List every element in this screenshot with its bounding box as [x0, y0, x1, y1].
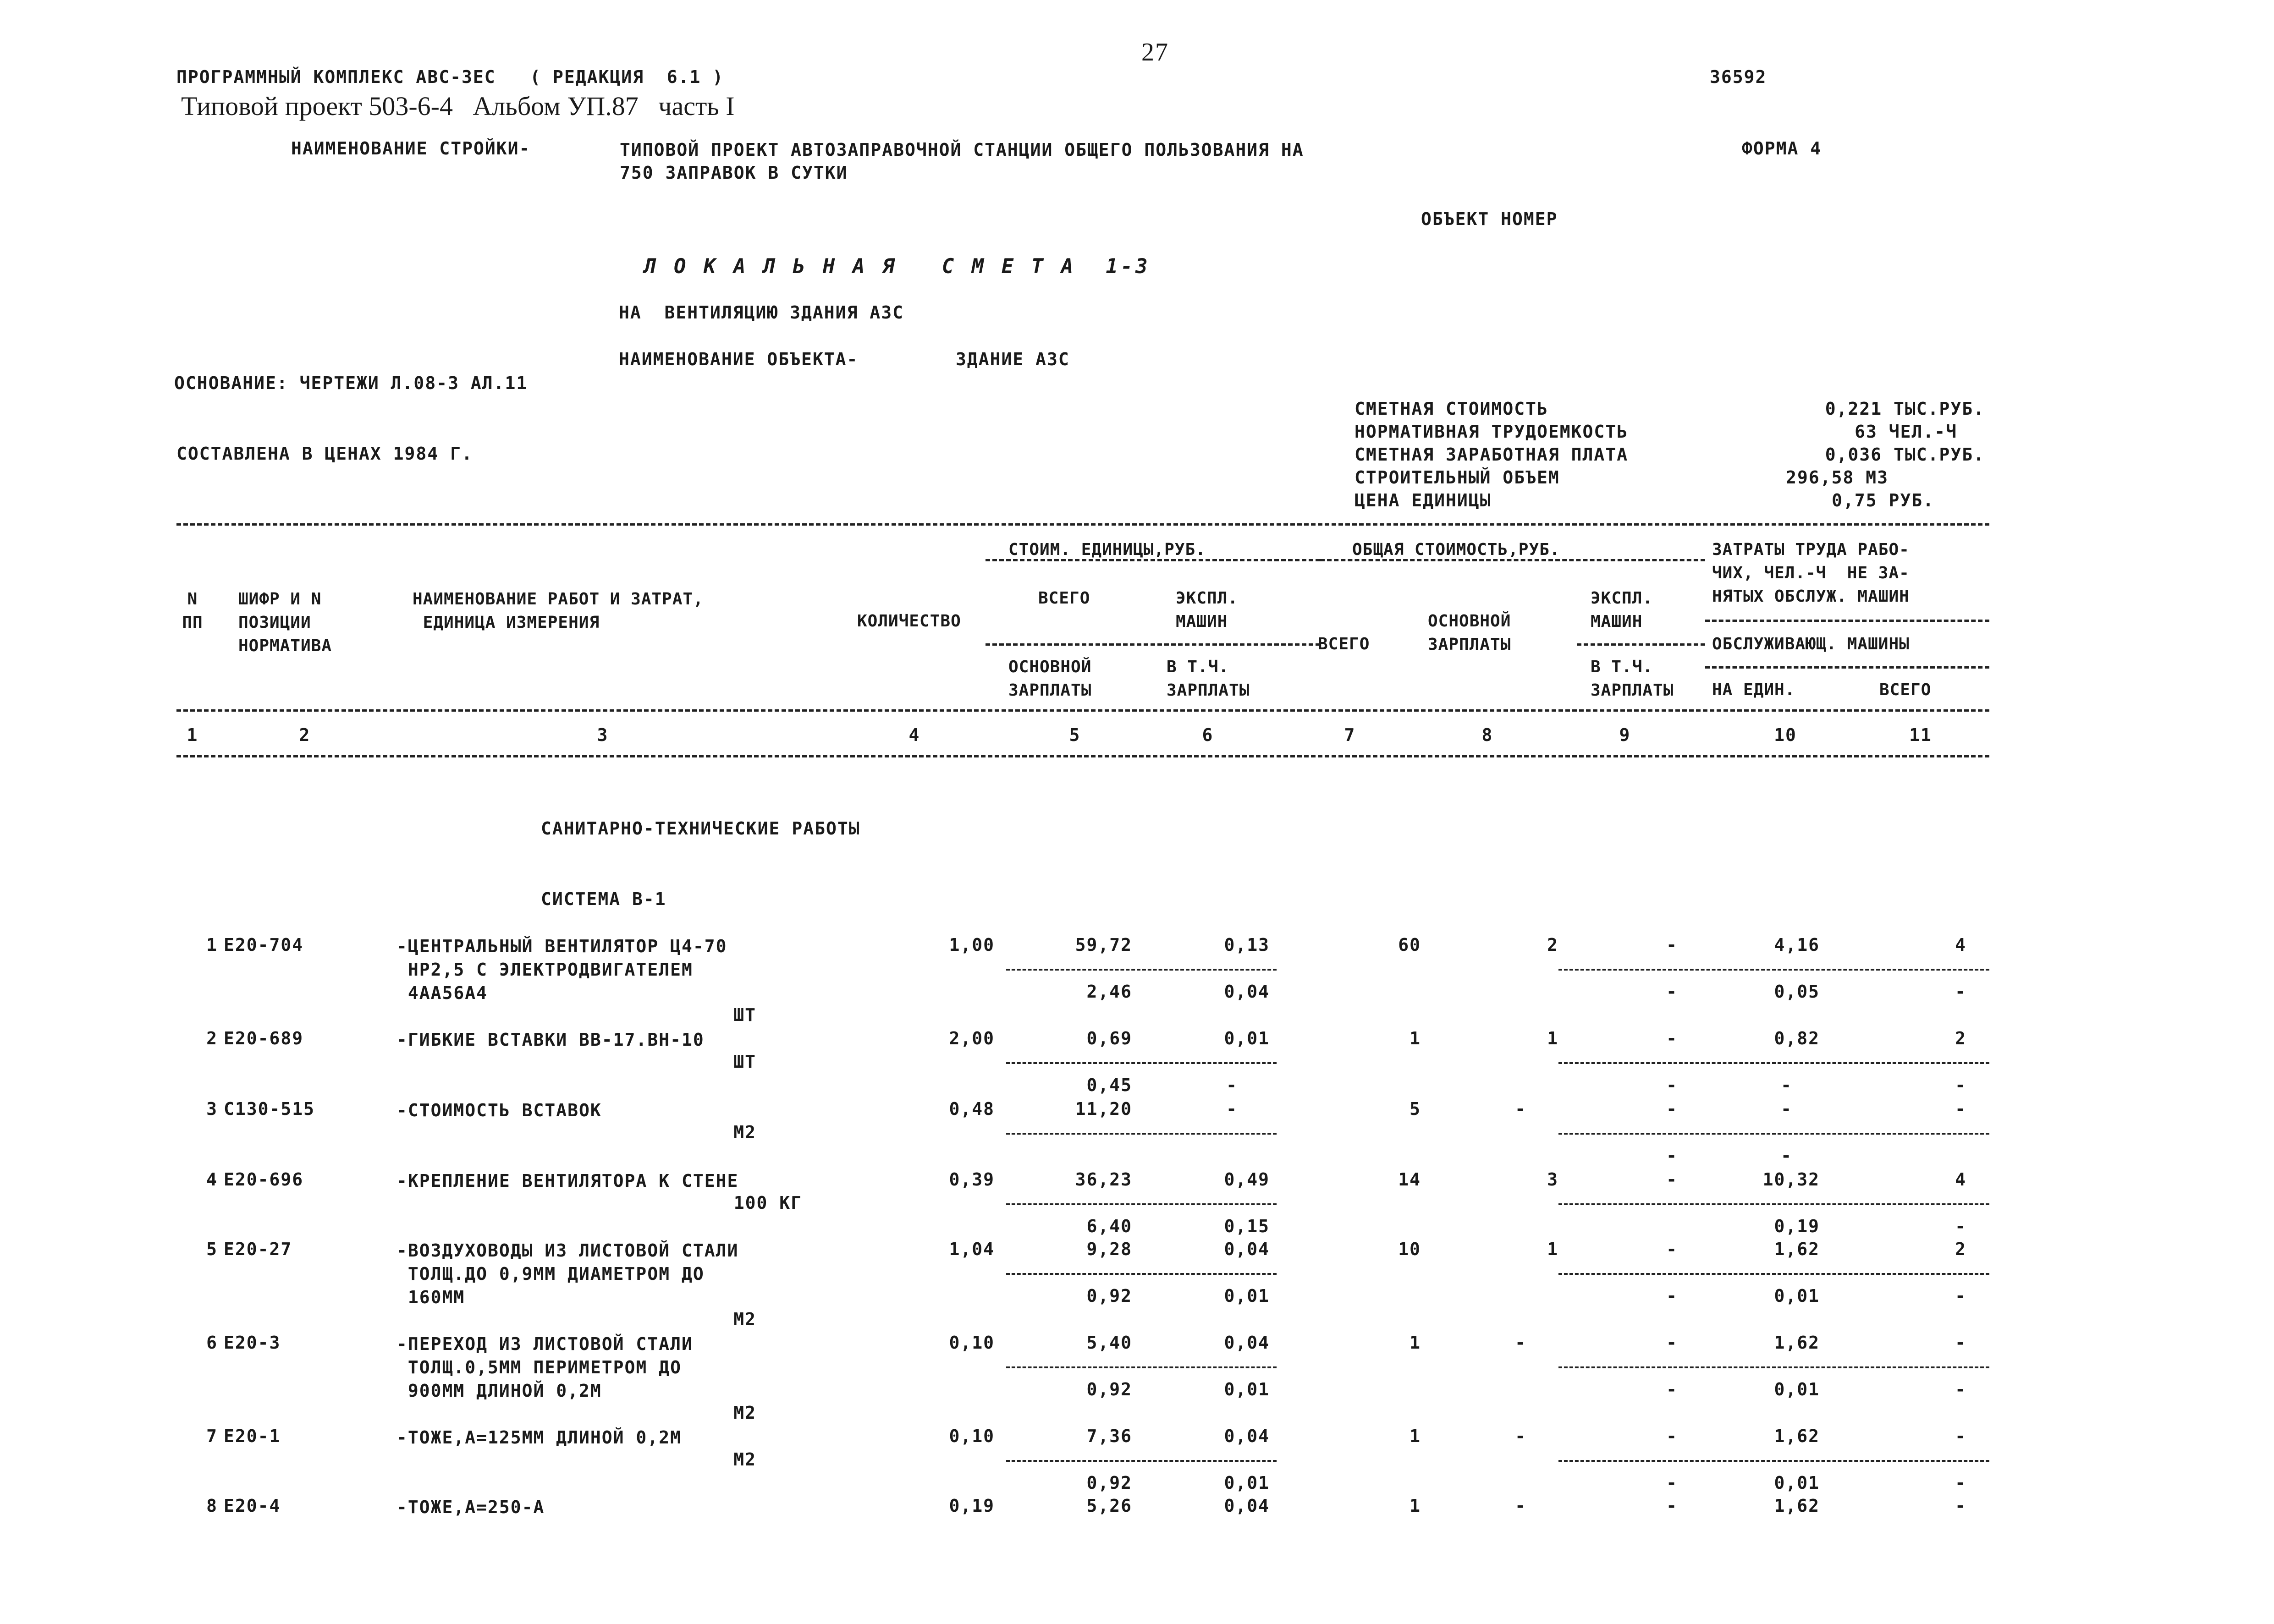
row-separator — [1558, 969, 1989, 971]
row-separator — [1006, 1062, 1277, 1064]
row-total-machines: - — [1666, 1169, 1678, 1190]
row-number: 6 — [206, 1333, 218, 1353]
summary-label: СТРОИТЕЛЬНЫЙ ОБЪЕМ — [1354, 467, 1560, 488]
row-labor-machines-total: - — [1955, 1379, 1966, 1399]
row-separator — [1006, 969, 1277, 971]
row-separator — [1006, 1273, 1277, 1275]
row-unit: М2 — [733, 1309, 756, 1329]
row-quantity: 0,39 — [949, 1169, 995, 1190]
row-total-machine-wages: - — [1666, 1146, 1678, 1166]
table-row — [0, 935, 2274, 1025]
row-unit-wages: 0,92 — [1086, 1473, 1132, 1493]
row-name: -КРЕПЛЕНИЕ ВЕНТИЛЯТОРА К СТЕНЕ — [396, 1171, 739, 1191]
row-unit-total: 9,28 — [1086, 1239, 1132, 1259]
header-unit-cost-machines: ЭКСПЛ. МАШИН — [1176, 589, 1239, 631]
row-unit-machines: 0,13 — [1224, 935, 1270, 955]
row-total-machines: - — [1666, 1426, 1678, 1446]
prices-year: СОСТАВЛЕНА В ЦЕНАХ 1984 Г. — [176, 444, 473, 464]
column-number: 10 — [1774, 725, 1797, 745]
row-total: 1 — [1410, 1333, 1421, 1353]
row-labor-machines-unit: 0,01 — [1774, 1286, 1820, 1306]
column-number: 6 — [1202, 725, 1214, 745]
header-unit-cost-machine-wages: В Т.Ч. ЗАРПЛАТЫ — [1167, 658, 1250, 700]
row-number: 2 — [206, 1028, 218, 1048]
header-labor-total: ВСЕГО — [1879, 680, 1932, 699]
row-name: -ВОЗДУХОВОДЫ ИЗ ЛИСТОВОЙ СТАЛИ ТОЛЩ.ДО 0,9ММ ДИАМЕТРОМ ДО 160ММ — [396, 1240, 739, 1307]
row-labor-total: - — [1955, 1333, 1966, 1353]
row-total-machines: - — [1666, 1496, 1678, 1516]
summary-value: 296,58 М3 — [1786, 467, 1889, 488]
header-total-cost-machines: ЭКСПЛ. МАШИН — [1591, 589, 1653, 631]
row-quantity: 0,19 — [949, 1496, 995, 1516]
form-label: ФОРМА 4 — [1742, 138, 1822, 159]
row-unit-machine-wages: 0,04 — [1224, 982, 1270, 1002]
row-labor-unit: 1,62 — [1774, 1496, 1820, 1516]
row-labor-unit: 10,32 — [1762, 1169, 1820, 1190]
row-unit-machines: 0,04 — [1224, 1333, 1270, 1353]
row-labor-unit: 1,62 — [1774, 1239, 1820, 1259]
header-unit-cost: СТОИМ. ЕДИНИЦЫ,РУБ. — [1008, 540, 1206, 559]
row-unit-machine-wages: 0,15 — [1224, 1216, 1270, 1236]
row-labor-machines-unit: 0,01 — [1774, 1473, 1820, 1493]
row-labor-machines-unit: 0,01 — [1774, 1379, 1820, 1399]
basis: ОСНОВАНИЕ: ЧЕРТЕЖИ Л.08-3 АЛ.11 — [174, 373, 528, 393]
row-separator — [1558, 1460, 1989, 1462]
program-line: ПРОГРАММНЫЙ КОМПЛЕКС АВС-3ЕС ( РЕДАКЦИЯ 6.1 ) — [176, 67, 724, 87]
column-number: 5 — [1069, 725, 1081, 745]
header-subrule — [1705, 620, 1989, 622]
row-unit-total: 59,72 — [1075, 935, 1132, 955]
row-total-machines: - — [1666, 935, 1678, 955]
row-number: 3 — [206, 1099, 218, 1119]
object-number-label: ОБЪЕКТ НОМЕР — [1421, 209, 1558, 229]
row-unit-total: 7,36 — [1086, 1426, 1132, 1446]
row-total: 1 — [1410, 1028, 1421, 1048]
row-separator — [1558, 1062, 1989, 1064]
row-separator — [1558, 1366, 1989, 1368]
row-total: 10 — [1398, 1239, 1421, 1259]
row-labor-total: - — [1955, 1099, 1966, 1119]
row-labor-machines-unit: 0,05 — [1774, 982, 1820, 1002]
row-total-machine-wages: - — [1666, 1379, 1678, 1399]
row-total-wages: 1 — [1547, 1028, 1558, 1048]
row-labor-unit: 4,16 — [1774, 935, 1820, 955]
header-total-cost-total: ВСЕГО — [1318, 635, 1370, 653]
table-row — [0, 1496, 2274, 1564]
row-total-machines: - — [1666, 1028, 1678, 1048]
row-unit-machines: 0,04 — [1224, 1496, 1270, 1516]
row-name: -ТОЖЕ,А=250-А — [396, 1497, 545, 1517]
project-line: Типовой проект 503-6-4 Альбом УП.87 часть I — [181, 91, 735, 121]
row-name: -ПЕРЕХОД ИЗ ЛИСТОВОЙ СТАЛИ ТОЛЩ.0,5ММ ПЕРИМЕТРОМ ДО 900ММ ДЛИНОЙ 0,2М — [396, 1334, 693, 1401]
row-labor-machines-unit: - — [1781, 1146, 1792, 1166]
row-total: 1 — [1410, 1426, 1421, 1446]
row-labor-unit: 1,62 — [1774, 1333, 1820, 1353]
row-labor-machines-total: - — [1955, 1473, 1966, 1493]
row-unit-wages: 0,92 — [1086, 1379, 1132, 1399]
header-col-number: N ПП — [182, 590, 203, 632]
row-total: 1 — [1410, 1496, 1421, 1516]
row-code: С130-515 — [224, 1099, 315, 1119]
row-total-wages: - — [1515, 1333, 1526, 1353]
row-unit-machines: 0,01 — [1224, 1028, 1270, 1048]
row-unit-wages: 0,92 — [1086, 1286, 1132, 1306]
row-labor-machines-unit: - — [1781, 1075, 1792, 1095]
row-number: 5 — [206, 1239, 218, 1259]
page-number: 27 — [1141, 38, 1169, 66]
row-name: -ТОЖЕ,А=125ММ ДЛИНОЙ 0,2М — [396, 1427, 682, 1448]
row-labor-unit: 0,82 — [1774, 1028, 1820, 1048]
row-unit: М2 — [733, 1403, 756, 1423]
row-number: 7 — [206, 1426, 218, 1446]
row-unit-machine-wages: 0,01 — [1224, 1473, 1270, 1493]
table-row — [0, 1426, 2274, 1495]
table-row — [0, 1028, 2274, 1097]
row-total-wages: - — [1515, 1099, 1526, 1119]
column-number: 11 — [1909, 725, 1932, 745]
row-code: Е20-1 — [224, 1426, 281, 1446]
row-total-wages: 3 — [1547, 1169, 1558, 1190]
row-number: 1 — [206, 935, 218, 955]
summary-value: 0,221 ТЫС.РУБ. — [1825, 399, 1985, 419]
column-number: 2 — [299, 725, 311, 745]
header-labor-machines: ОБСЛУЖИВАЮЩ. МАШИНЫ — [1712, 635, 1910, 653]
row-total-machine-wages: - — [1666, 982, 1678, 1002]
row-total-wages: - — [1515, 1496, 1526, 1516]
row-quantity: 1,04 — [949, 1239, 995, 1259]
row-separator — [1558, 1133, 1989, 1135]
row-unit-total: 5,40 — [1086, 1333, 1132, 1353]
row-total-machine-wages: - — [1666, 1473, 1678, 1493]
row-unit-total: 36,23 — [1075, 1169, 1132, 1190]
row-labor-machines-total: - — [1955, 1286, 1966, 1306]
subsection-title: СИСТЕМА В-1 — [541, 889, 666, 909]
summary-label: НОРМАТИВНАЯ ТРУДОЕМКОСТЬ — [1354, 422, 1629, 442]
row-separator — [1558, 1203, 1989, 1205]
row-number: 8 — [206, 1496, 218, 1516]
header-col-quantity: КОЛИЧЕСТВО — [857, 612, 961, 631]
row-unit-wages: 0,45 — [1086, 1075, 1132, 1095]
row-labor-total: 4 — [1955, 1169, 1966, 1190]
row-total: 5 — [1410, 1099, 1421, 1119]
row-unit: ШТ — [733, 1005, 756, 1025]
row-quantity: 0,10 — [949, 1426, 995, 1446]
row-code: Е20-3 — [224, 1333, 281, 1353]
row-total: 60 — [1398, 935, 1421, 955]
header-subrule — [1320, 559, 1705, 561]
column-number: 4 — [908, 725, 920, 745]
summary-label: СМЕТНАЯ ЗАРАБОТНАЯ ПЛАТА — [1354, 444, 1629, 465]
row-total-machines: - — [1666, 1333, 1678, 1353]
construction-name: ТИПОВОЙ ПРОЕКТ АВТОЗАПРАВОЧНОЙ СТАНЦИИ ОБЩЕГО ПОЛЬЗОВАНИЯ НА 750 ЗАПРАВОК В СУТКИ — [620, 140, 1304, 183]
row-unit-machine-wages: 0,01 — [1224, 1379, 1270, 1399]
row-total-machines: - — [1666, 1239, 1678, 1259]
row-separator — [1006, 1460, 1277, 1462]
header-subrule — [1577, 643, 1705, 646]
object-name: ЗДАНИЕ АЗС — [956, 349, 1070, 369]
row-unit: ШТ — [733, 1052, 756, 1072]
row-labor-total: - — [1955, 1426, 1966, 1446]
row-quantity: 2,00 — [949, 1028, 995, 1048]
row-quantity: 1,00 — [949, 935, 995, 955]
row-separator — [1006, 1133, 1277, 1135]
header-labor: ЗАТРАТЫ ТРУДА РАБО- ЧИХ, ЧЕЛ.-Ч НЕ ЗА- НЯТЫХ ОБСЛУЖ. МАШИН — [1712, 540, 1910, 606]
row-unit-machines: - — [1226, 1099, 1238, 1119]
row-labor-machines-unit: 0,19 — [1774, 1216, 1820, 1236]
row-unit-machines: 0,49 — [1224, 1169, 1270, 1190]
header-col-name: НАИМЕНОВАНИЕ РАБОТ И ЗАТРАТ, ЕДИНИЦА ИЗМЕРЕНИЯ — [413, 590, 704, 632]
column-number: 7 — [1344, 725, 1356, 745]
row-quantity: 0,10 — [949, 1333, 995, 1353]
row-unit: 100 КГ — [733, 1193, 802, 1213]
row-unit-machine-wages: - — [1226, 1075, 1238, 1095]
section-title: САНИТАРНО-ТЕХНИЧЕСКИЕ РАБОТЫ — [541, 818, 860, 839]
row-labor-total: - — [1955, 1496, 1966, 1516]
table-row — [0, 1099, 2274, 1168]
header-unit-cost-wages: ОСНОВНОЙ ЗАРПЛАТЫ — [1008, 658, 1092, 700]
table-row — [0, 1333, 2274, 1423]
row-code: Е20-27 — [224, 1239, 292, 1259]
header-total-cost: ОБЩАЯ СТОИМОСТЬ,РУБ. — [1352, 540, 1560, 559]
row-total-wages: 1 — [1547, 1239, 1558, 1259]
row-name: -СТОИМОСТЬ ВСТАВОК — [396, 1100, 602, 1120]
row-quantity: 0,48 — [949, 1099, 995, 1119]
row-name: -ГИБКИЕ ВСТАВКИ ВВ-17.ВН-10 — [396, 1030, 705, 1050]
header-subrule — [986, 559, 1320, 561]
row-unit-total: 11,20 — [1075, 1099, 1132, 1119]
header-total-cost-machine-wages: В Т.Ч. ЗАРПЛАТЫ — [1591, 658, 1674, 700]
header-labor-unit: НА ЕДИН. — [1712, 680, 1795, 699]
row-unit-machine-wages: 0,01 — [1224, 1286, 1270, 1306]
summary-value: 63 ЧЕЛ.-Ч — [1855, 422, 1957, 442]
row-total-wages: - — [1515, 1426, 1526, 1446]
row-unit: М2 — [733, 1449, 756, 1470]
row-code: Е20-696 — [224, 1169, 304, 1190]
row-total-machines: - — [1666, 1099, 1678, 1119]
column-number: 1 — [187, 725, 198, 745]
row-code: Е20-4 — [224, 1496, 281, 1516]
row-unit-wages: 2,46 — [1086, 982, 1132, 1002]
row-code: Е20-704 — [224, 935, 304, 955]
construction-label: НАИМЕНОВАНИЕ СТРОЙКИ- — [291, 138, 531, 159]
estimate-title: Л О К А Л Ь Н А Я С М Е Т А 1-3 — [644, 255, 1151, 278]
row-labor-machines-total: - — [1955, 982, 1966, 1002]
row-total-machine-wages: - — [1666, 1075, 1678, 1095]
header-rule-top — [176, 523, 1989, 526]
column-number: 9 — [1619, 725, 1631, 745]
row-unit-machines: 0,04 — [1224, 1239, 1270, 1259]
row-unit-total: 0,69 — [1086, 1028, 1132, 1048]
summary-value: 0,75 РУБ. — [1832, 490, 1934, 510]
row-total-machine-wages: - — [1666, 1286, 1678, 1306]
row-separator — [1558, 1273, 1989, 1275]
row-labor-total: 4 — [1955, 935, 1966, 955]
row-labor-total: 2 — [1955, 1028, 1966, 1048]
header-subrule — [986, 643, 1320, 646]
summary-value: 0,036 ТЫС.РУБ. — [1825, 444, 1985, 465]
header-rule-middle — [176, 709, 1989, 712]
row-labor-machines-total: - — [1955, 1216, 1966, 1236]
column-number: 8 — [1481, 725, 1493, 745]
row-separator — [1006, 1203, 1277, 1205]
table-row — [0, 1169, 2274, 1238]
row-total-wages: 2 — [1547, 935, 1558, 955]
row-unit-wages: 6,40 — [1086, 1216, 1132, 1236]
row-unit-total: 5,26 — [1086, 1496, 1132, 1516]
header-col-code: ШИФР И N ПОЗИЦИИ НОРМАТИВА — [238, 590, 332, 655]
summary-label: СМЕТНАЯ СТОИМОСТЬ — [1354, 399, 1548, 419]
header-rule-bottom — [176, 755, 1989, 757]
row-name: -ЦЕНТРАЛЬНЫЙ ВЕНТИЛЯТОР Ц4-70 НР2,5 С ЭЛЕКТРОДВИГАТЕЛЕМ 4АА56А4 — [396, 936, 727, 1003]
row-separator — [1006, 1366, 1277, 1368]
object-name-label: НАИМЕНОВАНИЕ ОБЪЕКТА- — [619, 349, 859, 369]
row-labor-total: 2 — [1955, 1239, 1966, 1259]
estimate-subject: НА ВЕНТИЛЯЦИЮ ЗДАНИЯ АЗС — [619, 302, 904, 323]
row-unit: М2 — [733, 1122, 756, 1142]
header-total-cost-wages: ОСНОВНОЙ ЗАРПЛАТЫ — [1428, 612, 1511, 654]
column-number: 3 — [597, 725, 609, 745]
document-code: 36592 — [1710, 67, 1767, 87]
row-labor-machines-total: - — [1955, 1075, 1966, 1095]
header-subrule — [1705, 666, 1989, 669]
row-labor-unit: 1,62 — [1774, 1426, 1820, 1446]
row-unit-machines: 0,04 — [1224, 1426, 1270, 1446]
row-total: 14 — [1398, 1169, 1421, 1190]
summary-label: ЦЕНА ЕДИНИЦЫ — [1354, 490, 1492, 510]
row-code: Е20-689 — [224, 1028, 304, 1048]
header-unit-cost-total: ВСЕГО — [1038, 589, 1090, 608]
table-row — [0, 1239, 2274, 1329]
row-labor-unit: - — [1781, 1099, 1792, 1119]
row-number: 4 — [206, 1169, 218, 1190]
